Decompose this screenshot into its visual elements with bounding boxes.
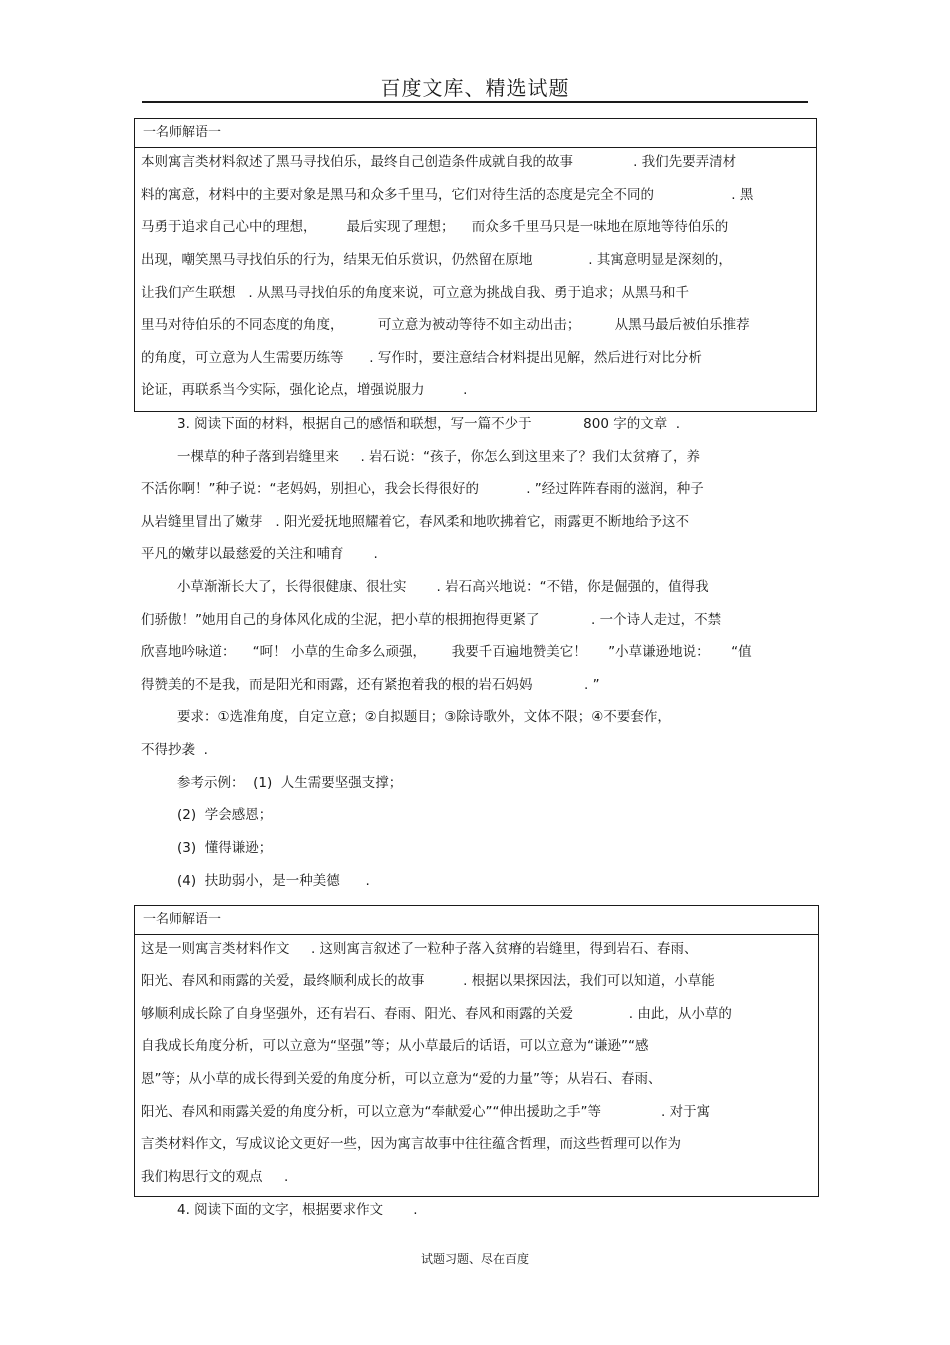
paragraph-line: 恩”等；从小草的成长得到关爱的角度分析，可以立意为“爱的力量”等；从岩石、春雨、 xyxy=(141,1071,662,1087)
paragraph-line: 论证，再联系当今实际，强化论点，增强说服力 . xyxy=(141,382,468,398)
paragraph-line: 马勇于追求自己心中的理想， 最后实现了理想； 而众多千里马只是一味地在原地等待伯乐的 xyxy=(141,219,729,235)
commentary-box-title: 一名师解语一 xyxy=(143,912,222,927)
paragraph-line: 的角度，可立意为人生需要历练等 . 写作时，要注意结合材料提出见解，然后进行对比分析 xyxy=(141,350,702,366)
paragraph-line: 得赞美的不是我，而是阳光和雨露，还有紧抱着我的根的岩石妈妈 . ” xyxy=(141,677,600,693)
paragraph-line: 这是一则寓言类材料作文 . 这则寓言叙述了一粒种子落入贫瘠的岩缝里，得到岩石、春雨、 xyxy=(141,941,698,957)
paragraph-line: 不活你啊！”种子说：“老妈妈，别担心，我会长得很好的 . ”经过阵阵春雨的滋润，种子 xyxy=(141,481,704,497)
example-line: 参考示例： (1) 人生需要坚强支撑； xyxy=(177,775,403,791)
question-heading: 4. 阅读下面的文字，根据要求作文 . xyxy=(177,1202,418,1218)
paragraph-line: 自我成长角度分析，可以立意为“坚强”等；从小草最后的话语，可以立意为“谦逊”“感 xyxy=(141,1038,649,1054)
paragraph-line: 料的寓意，材料中的主要对象是黑马和众多千里马，它们对待生活的态度是完全不同的 . 黑 xyxy=(141,187,754,203)
paragraph-line: 一棵草的种子落到岩缝里来 . 岩石说：“孩子，你怎么到这里来了？我们太贫瘠了，养 xyxy=(177,449,701,465)
paragraph-line: 言类材料作文，写成议论文更好一些，因为寓言故事中往往蕴含哲理，而这些哲理可以作为 xyxy=(141,1136,681,1152)
paragraph-line: 我们构思行文的观点 . xyxy=(141,1169,289,1185)
commentary-box-divider xyxy=(135,934,818,935)
question-heading: 3. 阅读下面的材料，根据自己的感悟和联想，写一篇不少于 800 字的文章 . xyxy=(177,416,681,432)
paragraph-line: 们骄傲！”她用自己的身体风化成的尘泥，把小草的根拥抱得更紧了 . 一个诗人走过，不禁 xyxy=(141,612,722,628)
paragraph-line: 小草渐渐长大了，长得很健康、很壮实 . 岩石高兴地说：“不错，你是倔强的，值得我 xyxy=(177,579,709,595)
paragraph-line: 本则寓言类材料叙述了黑马寻找伯乐，最终自己创造条件成就自我的故事 . 我们先要弄清材 xyxy=(141,154,737,170)
paragraph-line: 阳光、春风和雨露的关爱，最终顺利成长的故事 . 根据以果探因法，我们可以知道，小草能 xyxy=(141,973,715,989)
commentary-box-divider xyxy=(135,147,816,148)
requirements-line: 不得抄袭 . xyxy=(141,742,208,758)
paragraph-line: 阳光、春风和雨露关爱的角度分析，可以立意为“奉献爱心”“伸出援助之手”等 . 对于寓 xyxy=(141,1104,711,1120)
example-line: (3) 懂得谦逊； xyxy=(177,840,273,856)
paragraph-line: 够顺利成长除了自身坚强外，还有岩石、春雨、阳光、春风和雨露的关爱 . 由此，从小草的 xyxy=(141,1006,732,1022)
example-line: (4) 扶助弱小，是一种美德 . xyxy=(177,873,370,889)
paragraph-line: 里马对待伯乐的不同态度的角度， 可立意为被动等待不如主动出击； 从黑马最后被伯乐推荐 xyxy=(141,317,750,333)
example-line: (2) 学会感恩； xyxy=(177,807,273,823)
paragraph-line: 让我们产生联想 . 从黑马寻找伯乐的角度来说，可立意为挑战自我、勇于追求；从黑马和千 xyxy=(141,285,689,301)
paragraph-line: 平凡的嫩芽以最慈爱的关注和哺育 . xyxy=(141,546,378,562)
page-footer: 试题习题、尽在百度 xyxy=(420,1252,529,1266)
commentary-box-title: 一名师解语一 xyxy=(143,125,222,140)
paragraph-line: 出现，嘲笑黑马寻找伯乐的行为，结果无伯乐赏识，仍然留在原地 . 其寓意明显是深刻的， xyxy=(141,252,732,268)
page-header-title: 百度文库、精选试题 xyxy=(380,76,570,100)
paragraph-line: 欣喜地吟咏道： “呵！ 小草的生命多么顽强， 我要千百遍地赞美它！ ”小草谦逊地说： “值 xyxy=(141,644,752,660)
header-divider xyxy=(142,101,808,103)
requirements-line: 要求：①选准角度，自定立意；②自拟题目；③除诗歌外，文体不限；④不要套作， xyxy=(177,709,671,725)
paragraph-line: 从岩缝里冒出了嫩芽 . 阳光爱抚地照耀着它，春风柔和地吹拂着它，雨露更不断地给予这不 xyxy=(141,514,689,530)
